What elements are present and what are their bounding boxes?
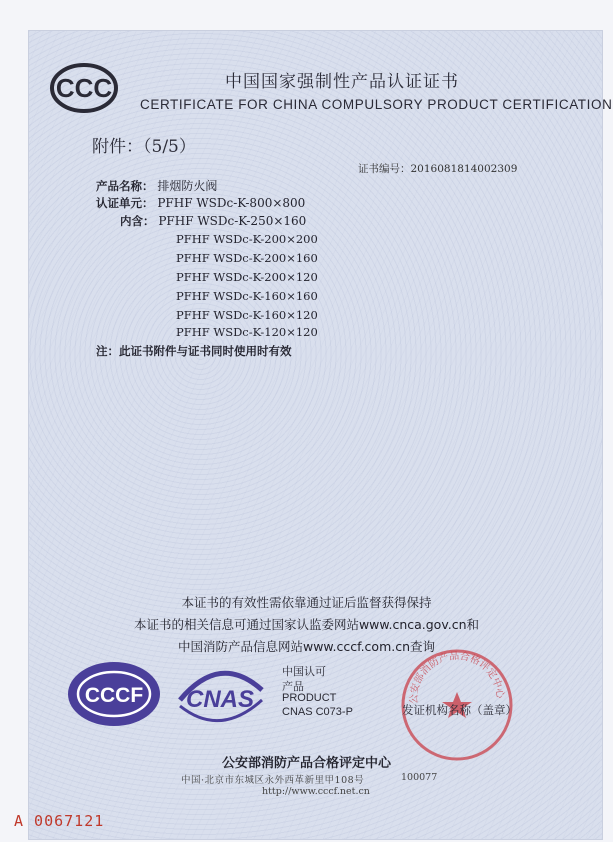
contents-item: PFHF WSDc-K-200×200 bbox=[176, 232, 318, 246]
cnas-line-3: PRODUCT bbox=[282, 692, 337, 704]
unit-label: 认证单元： bbox=[96, 196, 154, 210]
cert-number-label: 证书编号： bbox=[358, 163, 411, 175]
cnas-logo-text: CNAS bbox=[185, 686, 255, 713]
attachment-label: 附件：（5/5） bbox=[92, 137, 196, 157]
contents-item: PFHF WSDc-K-160×120 bbox=[176, 308, 318, 322]
title-cn: 中国国家强制性产品认证证书 bbox=[225, 72, 459, 92]
cnas-line-2: 产品 bbox=[282, 681, 304, 693]
seal-text: 公安部消防产品合格评定中心 bbox=[408, 650, 506, 705]
contents-row bbox=[120, 213, 306, 229]
contents-label: 内含： bbox=[120, 214, 155, 228]
ccc-logo-text: CCC bbox=[55, 73, 113, 103]
validity-note: 注：此证书附件与证书同时使用时有效 bbox=[96, 344, 292, 358]
contents-item: PFHF WSDc-K-200×160 bbox=[176, 251, 318, 265]
cert-number bbox=[358, 161, 517, 176]
issuer-name: 公安部消防产品合格评定中心 bbox=[221, 756, 391, 771]
cnas-logo bbox=[174, 660, 266, 730]
unit-value: PFHF WSDc-K-800×800 bbox=[157, 196, 306, 210]
issuer-postcode: 100077 bbox=[401, 772, 438, 783]
contents-item: PFHF WSDc-K-200×120 bbox=[176, 270, 318, 284]
cccf-logo-text: CCCF bbox=[84, 684, 144, 707]
validity-line-1: 本证书的有效性需依靠通过证后监督获得保持 bbox=[181, 595, 432, 610]
issuer-label: 发证机构名称（盖章） bbox=[402, 703, 517, 717]
ccc-logo bbox=[50, 62, 118, 114]
title-en: CERTIFICATE FOR CHINA COMPULSORY PRODUCT CERTIFICATION bbox=[140, 97, 613, 112]
issuer-address: 中国·北京市东城区永外西革新里甲108号 bbox=[181, 775, 365, 786]
cert-number-value: 2016081814002309 bbox=[410, 163, 518, 175]
cnas-line-1: 中国认可 bbox=[282, 666, 326, 678]
product-row bbox=[96, 177, 217, 194]
contents-item: PFHF WSDc-K-120×120 bbox=[176, 325, 318, 339]
contents-item: PFHF WSDc-K-250×160 bbox=[158, 214, 307, 228]
issuer-url: http://www.cccf.net.cn bbox=[262, 786, 370, 797]
contents-item: PFHF WSDc-K-160×160 bbox=[176, 289, 318, 303]
cccf-logo bbox=[66, 660, 162, 728]
product-value: 排烟防火阀 bbox=[157, 179, 218, 193]
product-label: 产品名称： bbox=[96, 179, 154, 193]
serial-number: A 0067121 bbox=[14, 812, 105, 830]
validity-line-2: 本证书的相关信息可通过国家认监委网站www.cnca.gov.cn和 bbox=[133, 617, 480, 632]
cnas-line-4: CNAS C073-P bbox=[282, 706, 353, 718]
validity-line-3: 中国消防产品信息网站www.cccf.com.cn查询 bbox=[177, 639, 436, 654]
unit-row bbox=[96, 195, 305, 211]
